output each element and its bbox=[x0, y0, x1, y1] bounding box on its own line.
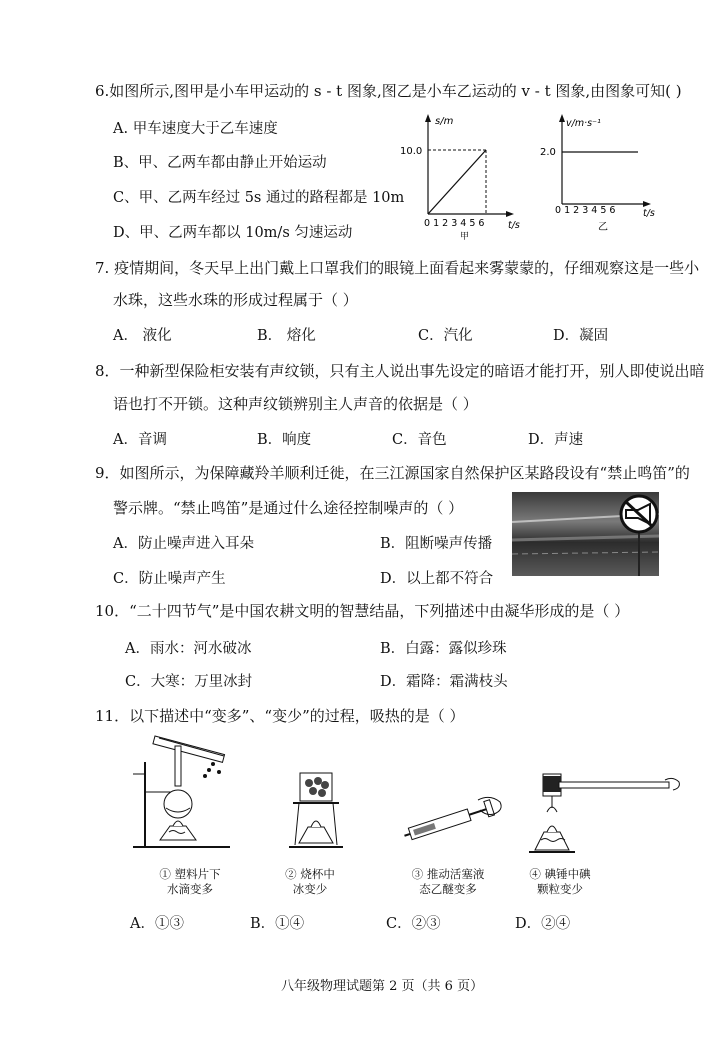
graph-jia-ylabel: s/m bbox=[435, 116, 454, 127]
graph-jia-x-arrow bbox=[506, 211, 514, 217]
figure-3-caption-line1: ③ 推动活塞液 bbox=[411, 867, 485, 881]
no-horn-road-photo bbox=[512, 492, 659, 576]
graph-jia-y-tick: 10.0 bbox=[400, 146, 423, 157]
graph-jia-caption: 甲 bbox=[460, 232, 470, 240]
q7-option-c: C．汽化 bbox=[418, 328, 473, 344]
figure-2-apparatus bbox=[285, 765, 345, 855]
q10-option-c: C．大寒：万里冰封 bbox=[125, 674, 253, 690]
q7-option-b: B． 熔化 bbox=[257, 328, 316, 344]
q7-option-d: D．凝固 bbox=[553, 328, 609, 344]
graph-jia-series-line bbox=[428, 150, 486, 214]
graph-jia bbox=[398, 112, 528, 240]
q9-option-a: A．防止噪声进入耳朵 bbox=[113, 536, 254, 552]
figure-4-caption bbox=[515, 867, 605, 897]
figure-4-iodine-tube bbox=[525, 768, 685, 863]
q10-option-a: A．雨水：河水破冰 bbox=[125, 641, 252, 657]
q8-option-c: C．音色 bbox=[392, 432, 447, 448]
figure-1-caption-line1: ① 塑料片下 bbox=[159, 867, 221, 881]
graph-jia-x-ticks: 0 1 2 3 4 5 6 bbox=[424, 218, 485, 229]
graph-yi-y-tick: 2.0 bbox=[540, 147, 556, 158]
q6-option-d: D、甲、乙两车都以 10m/s 匀速运动 bbox=[113, 225, 353, 241]
figure-2-caption bbox=[265, 867, 355, 897]
graph-jia-xlabel: t/s bbox=[508, 220, 520, 231]
q11-stem: 11．以下描述中“变多”、“变少”的过程，吸热的是（ ） bbox=[95, 707, 465, 725]
q8-option-d: D．声速 bbox=[528, 432, 584, 448]
q9-stem-line2: 警示牌。“禁止鸣笛”是通过什么途径控制噪声的（ ） bbox=[113, 499, 464, 517]
q10-option-b: B．白露：露似珍珠 bbox=[380, 641, 507, 657]
q6-stem: 6.如图所示,图甲是小车甲运动的 s - t 图象,图乙是小车乙运动的 v - t 图象,由图象可知( ) bbox=[95, 82, 682, 100]
q11-option-d: D．②④ bbox=[515, 916, 571, 932]
q9-option-b: B．阻断噪声传播 bbox=[380, 536, 493, 552]
graph-jia-y-arrow bbox=[425, 114, 431, 122]
figure-2-caption-line1: ② 烧杯中 bbox=[285, 867, 335, 881]
graph-yi-xlabel: t/s bbox=[643, 208, 655, 219]
q8-stem-line2: 语也打不开锁。这种声纹锁辨别主人声音的依据是（ ） bbox=[113, 395, 478, 413]
figure-1-apparatus bbox=[125, 732, 235, 857]
q7-stem-line1: 7. 疫情期间，冬天早上出门戴上口罩我们的眼镜上面看起来雾蒙蒙的，仔细观察这是一些小 bbox=[95, 259, 700, 277]
graph-yi-x-ticks: 0 1 2 3 4 5 6 bbox=[555, 205, 616, 216]
q6-option-b: B、甲、乙两车都由静止开始运动 bbox=[113, 155, 327, 171]
figure-4-caption-line2: 颗粒变少 bbox=[537, 882, 583, 896]
graph-yi-caption: 乙 bbox=[598, 222, 608, 233]
q11-option-b: B．①④ bbox=[250, 916, 305, 932]
q7-stem-line2: 水珠，这些水珠的形成过程属于（ ） bbox=[113, 291, 358, 309]
figure-3-syringe bbox=[398, 790, 508, 850]
q11-option-c: C．②③ bbox=[386, 916, 441, 932]
q6-option-a: A. 甲车速度大于乙车速度 bbox=[113, 121, 278, 137]
q9-option-c: C．防止噪声产生 bbox=[113, 571, 226, 587]
page-footer: 八年级物理试题第 2 页（共 6 页） bbox=[281, 979, 484, 994]
q6-option-c: C、甲、乙两车经过 5s 通过的路程都是 10m bbox=[113, 190, 405, 206]
figure-3-caption-line2: 态乙醚变多 bbox=[419, 882, 477, 896]
figure-4-caption-line1: ④ 碘锤中碘 bbox=[529, 867, 591, 881]
q7-option-a: A． 液化 bbox=[113, 328, 172, 344]
q8-stem-line1: 8．一种新型保险柜安装有声纹锁，只有主人说出事先设定的暗语才能打开，别人即使说出暗 bbox=[95, 362, 705, 380]
graph-yi-ylabel: v/m·s⁻¹ bbox=[566, 118, 601, 129]
q11-option-a: A．①③ bbox=[130, 916, 184, 932]
q9-stem-line1: 9．如图所示，为保障藏羚羊顺利迁徙，在三江源国家自然保护区某路段设有“禁止鸣笛”的 bbox=[95, 464, 690, 482]
q9-option-d: D．以上都不符合 bbox=[380, 571, 494, 587]
figure-1-caption bbox=[140, 867, 240, 897]
q8-option-a: A．音调 bbox=[113, 432, 167, 448]
graph-yi bbox=[540, 112, 665, 240]
figure-3-caption bbox=[398, 867, 498, 897]
q10-stem: 10．“二十四节气”是中国农耕文明的智慧结晶，下列描述中由凝华形成的是（ ） bbox=[95, 602, 630, 620]
graph-yi-x-arrow bbox=[643, 201, 651, 207]
q10-option-d: D．霜降：霜满枝头 bbox=[380, 674, 508, 690]
figure-2-caption-line2: 冰变少 bbox=[292, 882, 328, 896]
graph-yi-y-arrow bbox=[559, 114, 565, 122]
figure-1-caption-line2: 水滴变多 bbox=[167, 882, 213, 896]
q8-option-b: B．响度 bbox=[257, 432, 312, 448]
